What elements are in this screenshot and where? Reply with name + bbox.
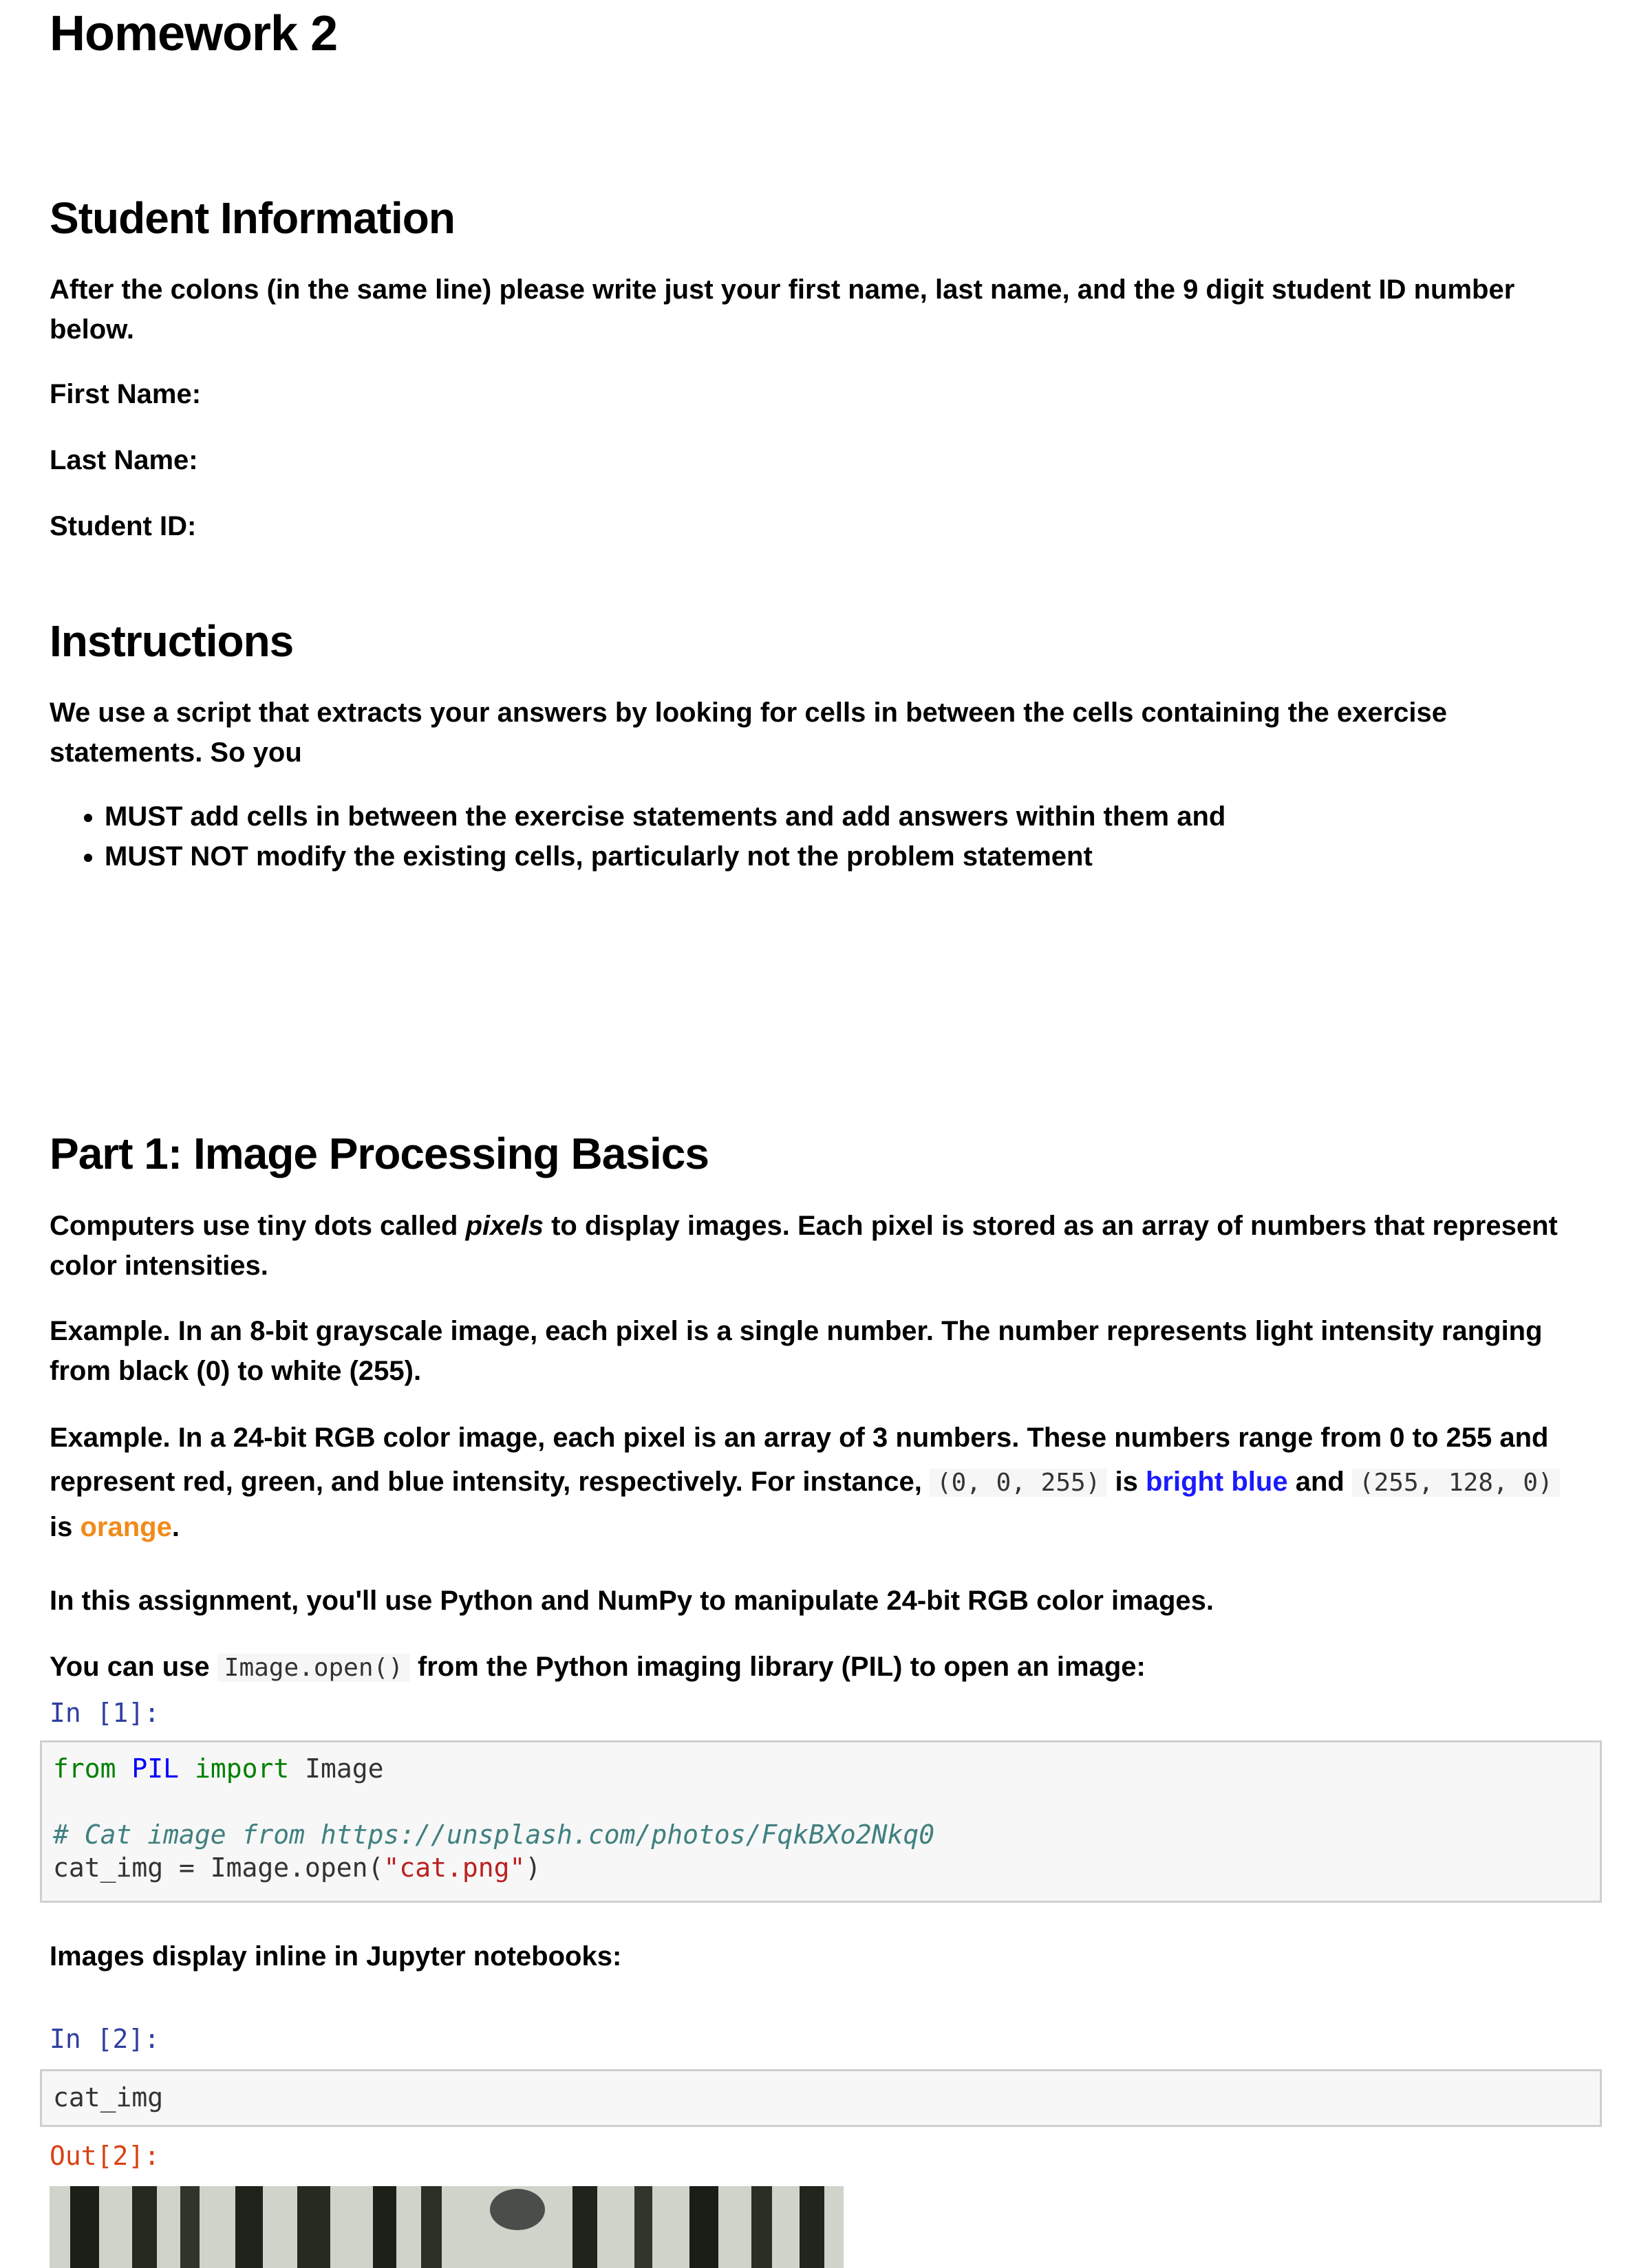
in2-prompt: In [2]: — [50, 2024, 160, 2054]
open-text-a: You can use — [50, 1652, 217, 1682]
keyword-import: import — [194, 1753, 290, 1784]
first-name-label: First Name: — [50, 379, 202, 409]
code-blue-tuple: (0, 0, 255) — [930, 1469, 1107, 1497]
image-open-text — [50, 1647, 1584, 1688]
last-name-label: Last Name: — [50, 445, 198, 475]
code-assign: cat_img = Image.open( — [53, 1853, 384, 1883]
code-cell-1[interactable] — [40, 1740, 1602, 1903]
code-orange-tuple: (255, 128, 0) — [1352, 1469, 1560, 1497]
example-grayscale — [50, 1311, 1584, 1391]
code-cell-2[interactable] — [40, 2069, 1602, 2127]
student-info-instructions: After the colons (in the same line) please write just your first name, last name, and the 9 digit student ID number below. — [50, 274, 1515, 345]
code-string: "cat.png" — [383, 1853, 526, 1883]
example-label: Example. — [50, 1423, 171, 1453]
cat-image-output — [50, 2186, 844, 2268]
assignment-text: In this assignment, you'll use Python and NumPy to manipulate 24-bit RGB color images. — [50, 1586, 1214, 1616]
text-is: is — [1107, 1467, 1146, 1497]
example-label: Example. — [50, 1316, 171, 1346]
list-item: • MUST NOT modify the existing cells, particularly not the problem statement — [105, 836, 1225, 876]
instructions-list — [50, 797, 1225, 876]
page-title: Homework 2 — [50, 6, 338, 61]
keyword-from: from — [53, 1753, 116, 1784]
text-period: . — [171, 1512, 180, 1542]
text-and: and — [1287, 1467, 1352, 1497]
code-cat-img: cat_img — [53, 2082, 164, 2113]
bright-blue-text: bright blue — [1145, 1467, 1288, 1497]
example-text: In an 8-bit grayscale image, each pixel is a single number. The number represents light intensity ranging from black (0) to white (255). — [50, 1316, 1543, 1386]
intro-text-a: Computers use tiny dots called — [50, 1211, 466, 1241]
code-close-paren: ) — [525, 1853, 542, 1883]
instructions-text: We use a script that extracts your answers by looking for cells in between the cells containing the exercise statements. So you — [50, 698, 1448, 768]
student-id-label: Student ID: — [50, 511, 197, 541]
intro-emphasis: pixels — [465, 1211, 544, 1241]
example-text: In a 24-bit RGB color image, each pixel is an array of 3 numbers. These numbers range from 0 to 255 and represent red, green, and blue intensity, respectively. For instance, — [50, 1423, 1549, 1497]
code-comment: # Cat image from https://unsplash.com/photos/FqkBXo2Nkq0 — [53, 1819, 935, 1850]
in1-prompt: In [1]: — [50, 1698, 160, 1728]
cat-image-preview — [50, 2186, 844, 2268]
orange-text: orange — [80, 1512, 172, 1542]
student-info-heading: Student Information — [50, 193, 455, 243]
instructions-heading: Instructions — [50, 616, 294, 666]
list-item: • MUST add cells in between the exercise statements and add answers within them and — [105, 797, 1225, 836]
import-name: Image — [305, 1753, 384, 1784]
module-name: PIL — [131, 1753, 180, 1784]
example-rgb — [50, 1416, 1584, 1549]
part1-heading: Part 1: Image Processing Basics — [50, 1129, 709, 1178]
intro-text-b: to display images. Each pixel is stored as an array of numbers that represent color intensities. — [50, 1211, 1558, 1281]
inline-display-text: Images display inline in Jupyter notebooks: — [50, 1941, 622, 1972]
code-image-open: Image.open() — [217, 1654, 410, 1682]
text-is: is — [50, 1512, 81, 1542]
out2-prompt: Out[2]: — [50, 2141, 160, 2171]
part1-intro — [50, 1206, 1584, 1286]
open-text-b: from the Python imaging library (PIL) to open an image: — [409, 1652, 1146, 1682]
